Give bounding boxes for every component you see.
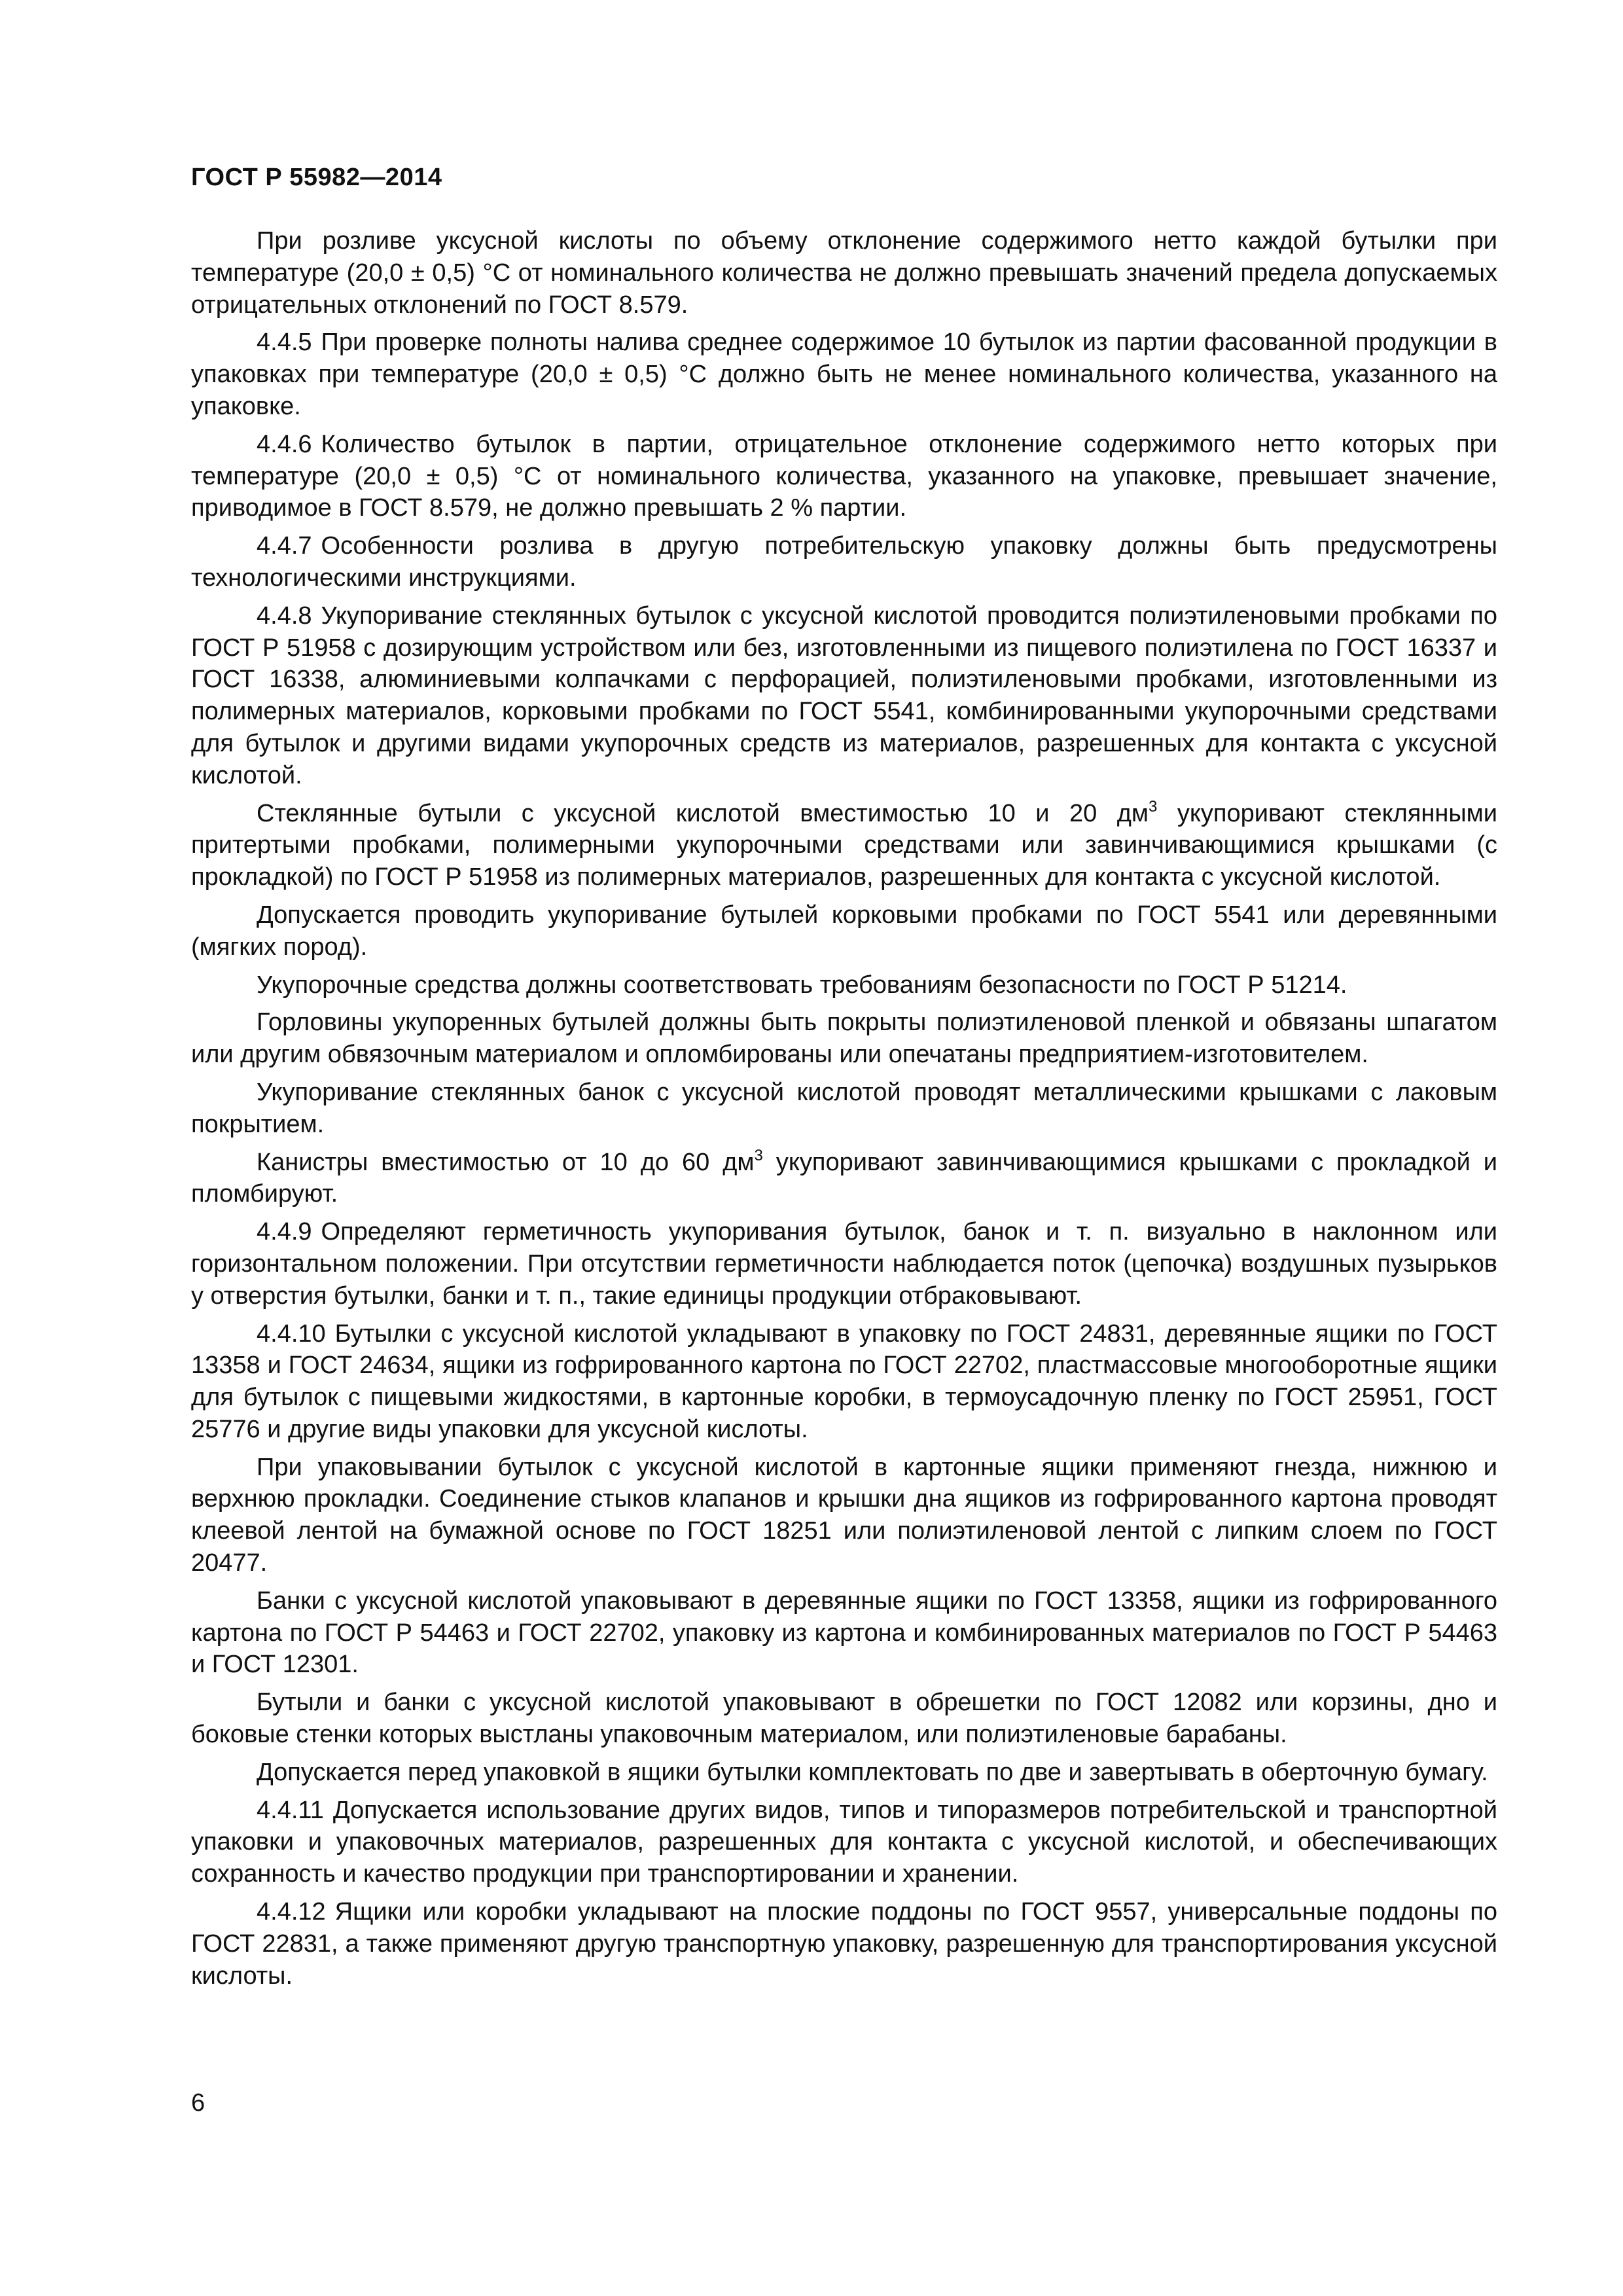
paragraph-text: Горловины укупоренных бутылей должны быть покрыты полиэтиленовой пленкой и обвязаны шпагатом или другим обвязочным материалом и опломбированы или опечатаны предприятием-изготовителем. (191, 1009, 1497, 1069)
superscript: 3 (754, 1146, 763, 1164)
paragraph (191, 1757, 1497, 1789)
paragraph-text: При упаковывании бутылок с уксусной кислотой в картонные ящики применяют гнезда, нижнюю и верхнюю прокладки. Соединение стыков клапанов и крышки дна ящиков из гофрированного картона проводят клеевой лентой на бумажной основе по ГОСТ 18251 или полиэтиленовой лентой с липким слоем по ГОСТ 20477. (191, 1453, 1497, 1577)
paragraph-text: Укупоривание стеклянных бутылок с уксусной кислотой проводится полиэтиленовыми пробками по ГОСТ Р 51958 с дозирующим устройством или без, изготовленными из пищевого полиэтилена по ГОСТ 16337 и ГОСТ 16338, алюминиевыми колпачками с перфорацией, полиэтиленовыми пробками, изготовленными из полимерных материалов, корковыми пробками по ГОСТ 5541, комбинированными укупорочными средствами для бутылок и другими видами укупорочных средств из материалов, разрешенных для контакта с уксусной кислотой. (191, 601, 1497, 789)
paragraph (191, 225, 1497, 321)
section-number: 4.4.11 (257, 1796, 324, 1824)
paragraph (191, 429, 1497, 524)
paragraph-text: Особенности розлива в другую потребительскую упаковку должны быть предусмотрены технологическими инструкциями. (191, 532, 1497, 592)
paragraph (191, 1687, 1497, 1751)
paragraph (191, 1452, 1497, 1579)
paragraph-text: Банки с уксусной кислотой упаковывают в деревянные ящики по ГОСТ 13358, ящики из гофрированного картона по ГОСТ Р 54463 и ГОСТ 22702, упаковку из картона и комбинированных материалов по ГОСТ Р 54463 и ГОСТ 12301. (191, 1587, 1497, 1679)
paragraph-text-cont: укупоривают стеклянными притертыми пробками, полимерными укупорочными средствами или завинчивающимися крышками (с прокладкой) по ГОСТ Р 51958 из полимерных материалов, разрешенных для контакта с уксусной кислотой. (191, 799, 1497, 891)
paragraph (191, 1585, 1497, 1681)
paragraph-text: Укупоривание стеклянных банок с уксусной кислотой проводят металлическими крышками с лаковым покрытием. (191, 1078, 1497, 1138)
paragraph-text: Количество бутылок в партии, отрицательное отклонение содержимого нетто которых при температуре (20,0 ± 0,5) °С от номинального количества, указанного на упаковке, превышает значение, приводимое в ГОСТ 8.579, не должно превышать 2 % партии. (191, 430, 1497, 522)
paragraph (191, 600, 1497, 792)
paragraph (191, 1077, 1497, 1141)
paragraph-text: Укупорочные средства должны соответствовать требованиям безопасности по ГОСТ Р 51214. (257, 971, 1347, 999)
paragraph (191, 1896, 1497, 1992)
paragraph (191, 327, 1497, 422)
section-number: 4.4.12 (257, 1898, 326, 1926)
paragraph (191, 1216, 1497, 1312)
document-header: ГОСТ Р 55982—2014 (191, 164, 442, 191)
paragraph (191, 1007, 1497, 1071)
paragraph-text-cont: укупоривают завинчивающимися крышками с прокладкой и пломбируют. (191, 1148, 1497, 1208)
superscript: 3 (1149, 797, 1158, 816)
paragraph-text: Канистры вместимостью от 10 до 60 дм (257, 1148, 755, 1176)
section-number: 4.4.6 (257, 430, 312, 458)
paragraph (191, 1795, 1497, 1890)
section-number: 4.4.5 (257, 329, 312, 357)
section-number: 4.4.10 (257, 1319, 326, 1348)
paragraph-text: Стеклянные бутыли с уксусной кислотой вместимостью 10 и 20 дм (257, 799, 1149, 827)
paragraph-text: Ящики или коробки укладывают на плоские поддоны по ГОСТ 9557, универсальные поддоны по ГОСТ 22831, а также применяют другую транспортную упаковку, разрешенную для транспортирования уксусной кислоты. (191, 1898, 1497, 1990)
paragraph-text: Допускается проводить укупоривание бутылей корковыми пробками по ГОСТ 5541 или деревянными (мягких пород). (191, 901, 1497, 961)
paragraph (191, 969, 1497, 1001)
paragraph-text: Бутылки с уксусной кислотой укладывают в упаковку по ГОСТ 24831, деревянные ящики по ГОСТ 13358 и ГОСТ 24634, ящики из гофрированного картона по ГОСТ 22702, пластмассовые многооборотные ящики для бутылок с пищевыми жидкостями, в картонные коробки, в термоусадочную пленку по ГОСТ 25951, ГОСТ 25776 и другие виды упаковки для уксусной кислоты. (191, 1319, 1497, 1443)
paragraph-text: Допускается перед упаковкой в ящики бутылки комплектовать по две и завертывать в оберточную бумагу. (257, 1758, 1488, 1786)
paragraph (191, 1147, 1497, 1211)
section-number: 4.4.8 (257, 601, 312, 630)
paragraph (191, 1318, 1497, 1446)
paragraph-text: Допускается использование других видов, типов и типоразмеров потребительской и транспортной упаковки и упаковочных материалов, разрешенных для контакта с уксусной кислотой, и обеспечивающих сохранность и качество продукции при транспортировании и хранении. (191, 1796, 1497, 1888)
section-number: 4.4.7 (257, 532, 312, 560)
paragraph-text: При проверке полноты налива среднее содержимое 10 бутылок из партии фасованной продукции в упаковках при температуре (20,0 ± 0,5) °С должно быть не менее номинального количества, указанного на упаковке. (191, 329, 1497, 420)
paragraph (191, 530, 1497, 594)
paragraph-text: Определяют герметичность укупоривания бутылок, банок и т. п. визуально в наклонном или горизонтальном положении. При отсутствии герметичности наблюдается поток (цепочка) воздушных пузырьков у отверстия бутылки, банки и т. п., такие единицы продукции отбраковывают. (191, 1218, 1497, 1310)
paragraph-text: Бутыли и банки с уксусной кислотой упаковывают в обрешетки по ГОСТ 12082 или корзины, дно и боковые стенки которых выстланы упаковочным материалом, или полиэтиленовые барабаны. (191, 1689, 1497, 1749)
paragraph (191, 899, 1497, 963)
paragraph (191, 798, 1497, 893)
section-number: 4.4.9 (257, 1218, 312, 1246)
document-body (191, 225, 1497, 1998)
paragraph-text: При розливе уксусной кислоты по объему отклонение содержимого нетто каждой бутылки при температуре (20,0 ± 0,5) °С от номинального количества не должно превышать значений предела допускаемых отрицательных отклонений по ГОСТ 8.579. (191, 227, 1497, 319)
page-number: 6 (191, 2089, 205, 2117)
